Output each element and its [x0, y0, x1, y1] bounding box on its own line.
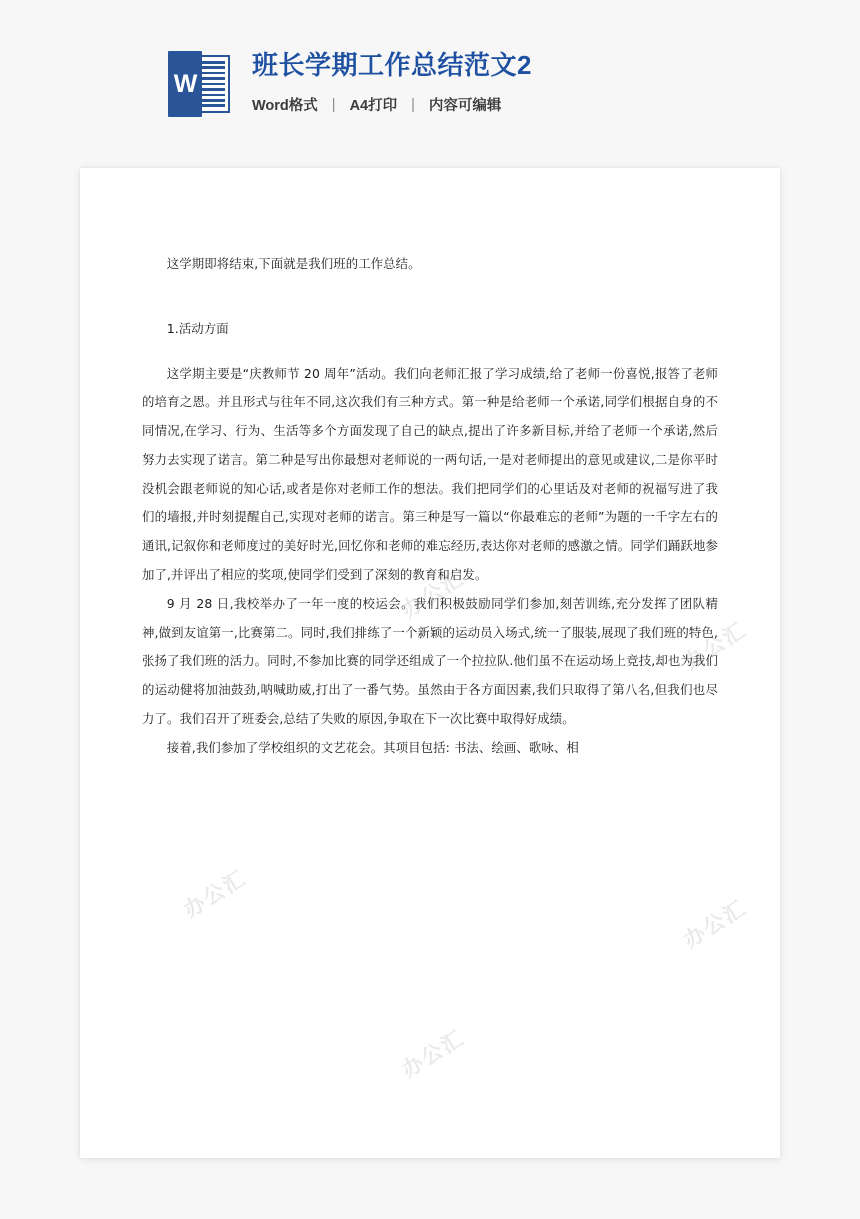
- meta-separator-2: |: [411, 96, 415, 113]
- document-paragraph: 9 月 28 日,我校举办了一年一度的校运会。我们积极鼓励同学们参加,刻苦训练,充分发挥了团队精神,做到友谊第一,比赛第二。同时,我们排练了一个新颖的运动员入场式,统一了服装,展现了我们班的特色,张扬了我们班的活力。同时,不参加比赛的同学还组成了一个拉拉队.他们虽不在运动场上竞技,却也为我们的运动健将加油鼓劲,呐喊助威,打出了一番气势。虽然由于各方面因素,我们只取得了第八名,但我们也尽力了。我们召开了班委会,总结了失败的原因,争取在下一次比赛中取得好成绩。: [142, 595, 718, 726]
- header-text-block: [252, 48, 532, 115]
- icon-w-panel: [168, 51, 202, 117]
- page-title: 班长学期工作总结范文2: [252, 50, 532, 80]
- document-paragraph: 这学期即将结束,下面就是我们班的工作总结。: [166, 256, 421, 271]
- document-section-heading: 1.活动方面: [166, 320, 229, 336]
- word-document-icon: [168, 51, 230, 117]
- icon-w-letter: W: [173, 69, 197, 98]
- watermark: 办公汇: [397, 1026, 469, 1083]
- document-body: [142, 250, 718, 763]
- meta-separator-1: |: [331, 96, 336, 113]
- document-header: [168, 48, 532, 117]
- meta-format: Word格式: [252, 98, 318, 115]
- meta-print: A4打印: [349, 98, 398, 115]
- watermark: 办公汇: [679, 896, 751, 953]
- document-page: [80, 168, 780, 1158]
- document-page-inner: [80, 168, 780, 1158]
- watermark: 办公汇: [179, 866, 251, 923]
- document-paragraph: 这学期主要是“庆教师节 20 周年”活动。我们向老师汇报了学习成绩,给了老师一份喜悦,报答了老师的培育之恩。并且形式与往年不同,这次我们有三种方式。第一种是给老师一个承诺,同学们根据自身的不同情况,在学习、行为、生活等多个方面发现了自己的缺点,提出了许多新目标,并给了老师一个承诺,然后努力去实现了诺言。第二种是写出你最想对老师说的一两句话,一是对老师提出的意见或建议,二是你平时没机会跟老师说的知心话,或者是你对老师工作的想法。我们把同学们的心里话及对老师的祝福写进了我们的墙报,并时刻提醒自己,实现对老师的诺言。第三种是写一篇以“你最难忘的老师”为题的一千字左右的通讯,记叙你和老师度过的美好时光,回忆你和老师的难忘经历,表达你对老师的感激之情。同学们踊跃地参加了,并评出了相应的奖项,使同学们受到了深刻的教育和启发。: [142, 365, 718, 583]
- document-meta: [252, 94, 532, 115]
- meta-editable: 内容可编辑: [428, 98, 502, 115]
- document-paragraph: 接着,我们参加了学校组织的文艺花会。其项目包括: 书法、绘画、歌咏、相: [166, 739, 579, 755]
- watermark: 办公汇: [679, 618, 751, 675]
- watermark: 办公汇: [397, 566, 469, 623]
